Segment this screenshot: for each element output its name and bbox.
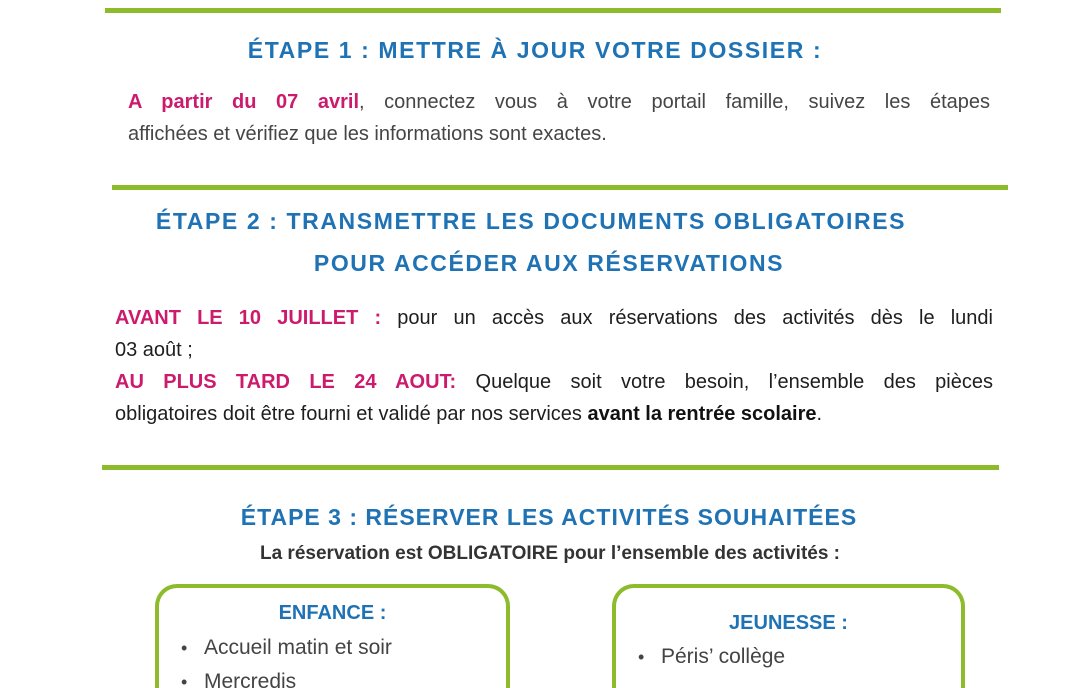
step3-title: ÉTAPE 3 : RÉSERVER LES ACTIVITÉS SOUHAITÉES <box>240 504 858 530</box>
divider-step2 <box>112 185 1008 190</box>
school-start-emphasis: avant la rentrée scolaire <box>587 403 817 425</box>
step2-title-line2: POUR ACCÉDER AUX RÉSERVATIONS <box>313 250 785 276</box>
step1-title: ÉTAPE 1 : METTRE À JOUR VOTRE DOSSIER : <box>247 37 823 63</box>
bullet-icon: • <box>638 647 645 667</box>
list-item: • Accueil matin et soir <box>159 631 506 665</box>
step2-item2-line1: AU PLUS TARD LE 24 AOUT: Quelque soit votre besoin, l’ensemble des pièces <box>115 371 993 393</box>
enfance-title: ENFANCE : <box>278 602 387 624</box>
step2-item2-line2: obligatoires doit être fourni et validé par nos services avant la rentrée scolaire. <box>115 403 823 425</box>
deadline-24-august: AU PLUS TARD LE 24 AOUT: <box>115 371 457 393</box>
step1-line2: affichées et vérifiez que les informations sont exactes. <box>128 123 607 145</box>
step2-text <box>115 302 993 430</box>
list-item: • Péris’ collège <box>616 640 961 674</box>
deadline-10-july: AVANT LE 10 JUILLET : <box>115 307 382 329</box>
step1-date-highlight: A partir du 07 avril <box>128 91 360 113</box>
step2-item1-line1: AVANT LE 10 JUILLET : pour un accès aux réservations des activités dès le lundi <box>115 307 993 329</box>
step1-text <box>128 86 990 150</box>
divider-top <box>105 8 1001 13</box>
list-item: • Mercredis <box>159 665 506 688</box>
jeunesse-title: JEUNESSE : <box>729 612 848 634</box>
bullet-icon: • <box>181 672 188 688</box>
step2-item1-line2: 03 août ; <box>115 339 193 361</box>
bullet-icon: • <box>181 638 188 658</box>
enfance-list <box>159 631 506 688</box>
step2-title-line1: ÉTAPE 2 : TRANSMETTRE LES DOCUMENTS OBLIGATOIRES <box>155 208 907 234</box>
step1-line1: A partir du 07 avril, connectez vous à votre portail famille, suivez les étapes <box>128 91 991 113</box>
jeunesse-box <box>612 584 965 688</box>
divider-step3 <box>102 465 999 470</box>
step3-subtitle: La réservation est OBLIGATOIRE pour l’ensemble des activités : <box>259 543 841 564</box>
jeunesse-list <box>616 640 961 674</box>
enfance-box <box>155 584 510 688</box>
